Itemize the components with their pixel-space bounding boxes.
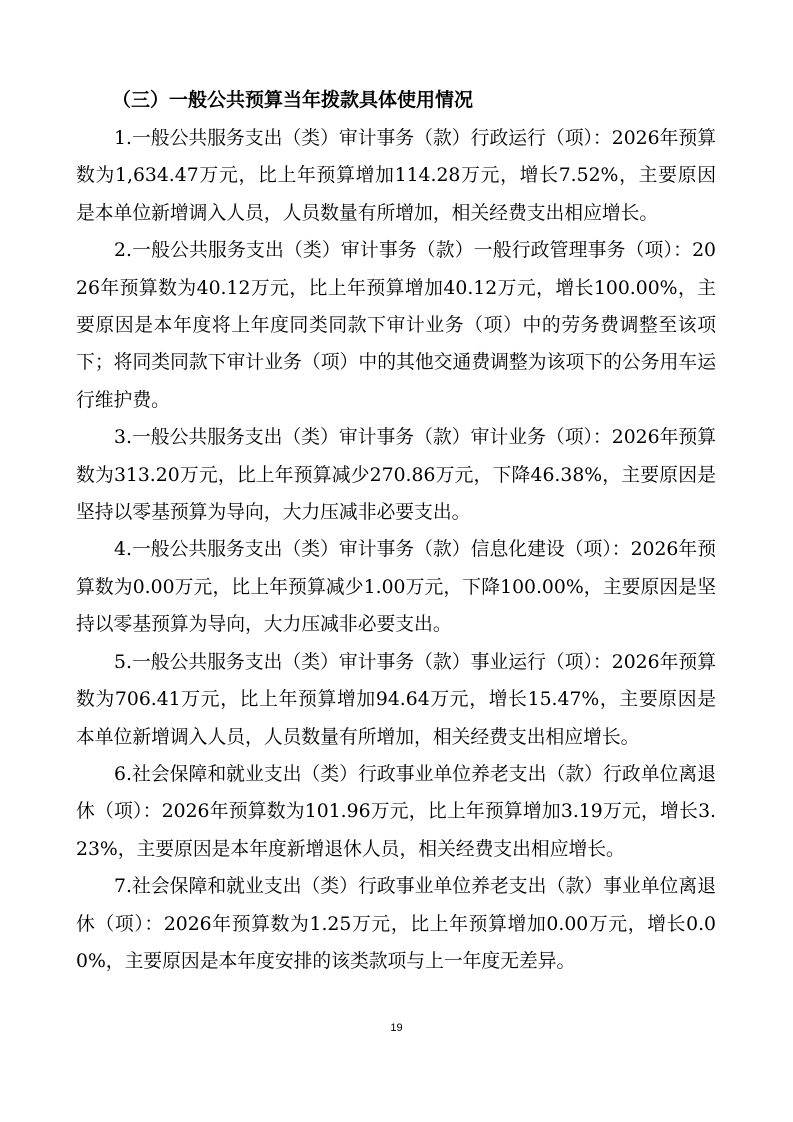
body-text — [76, 120, 716, 980]
page-number: 19 — [390, 1022, 403, 1034]
paragraph-item-5: 5.一般公共服务支出（类）审计事务（款）事业运行（项）：2026年预算数为706.41万元，比上年预算增加94.64万元，增长15.47%，主要原因是本单位新增调入人员，人员数量有所增加，相关经费支出相应增长。 — [76, 651, 716, 748]
paragraph-item-3: 3.一般公共服务支出（类）审计事务（款）审计业务（项）：2026年预算数为313.20万元，比上年预算减少270.86万元，下降46.38%，主要原因是坚持以零基预算为导向，大力压减非必要支出。 — [76, 427, 716, 524]
paragraph-item-4: 4.一般公共服务支出（类）审计事务（款）信息化建设（项）：2026年预算数为0.00万元，比上年预算减少1.00万元，下降100.00%，主要原因是坚持以零基预算为导向，大力压减非必要支出。 — [76, 539, 716, 636]
section-heading: （三）一般公共预算当年拨款具体使用情况 — [112, 89, 474, 111]
paragraph-item-1: 1.一般公共服务支出（类）审计事务（款）行政运行（项）：2026年预算数为1,634.47万元，比上年预算增加114.28万元，增长7.52%，主要原因是本单位新增调入人员，人员数量有所增加，相关经费支出相应增长。 — [76, 128, 716, 224]
paragraph-item-6: 6.社会保障和就业支出（类）行政事业单位养老支出（款）行政单位离退休（项）：2026年预算数为101.96万元，比上年预算增加3.19万元，增长3.23%，主要原因是本年度新增退休人员，相关经费支出相应增长。 — [76, 763, 716, 860]
paragraph-item-7: 7.社会保障和就业支出（类）行政事业单位养老支出（款）事业单位离退休（项）：2026年预算数为1.25万元，比上年预算增加0.00万元，增长0.00%，主要原因是本年度安排的该类款项与上一年度无差异。 — [76, 876, 716, 972]
paragraph-item-2: 2.一般公共服务支出（类）审计事务（款）一般行政管理事务（项）：2026年预算数为40.12万元，比上年预算增加40.12万元，增长100.00%，主要原因是本年度将上年度同类同款下审计业务（项）中的劳务费调整至该项下；将同类同款下审计业务（项）中的其他交通费调整为该项下的公务用车运行维护费。 — [76, 240, 716, 411]
